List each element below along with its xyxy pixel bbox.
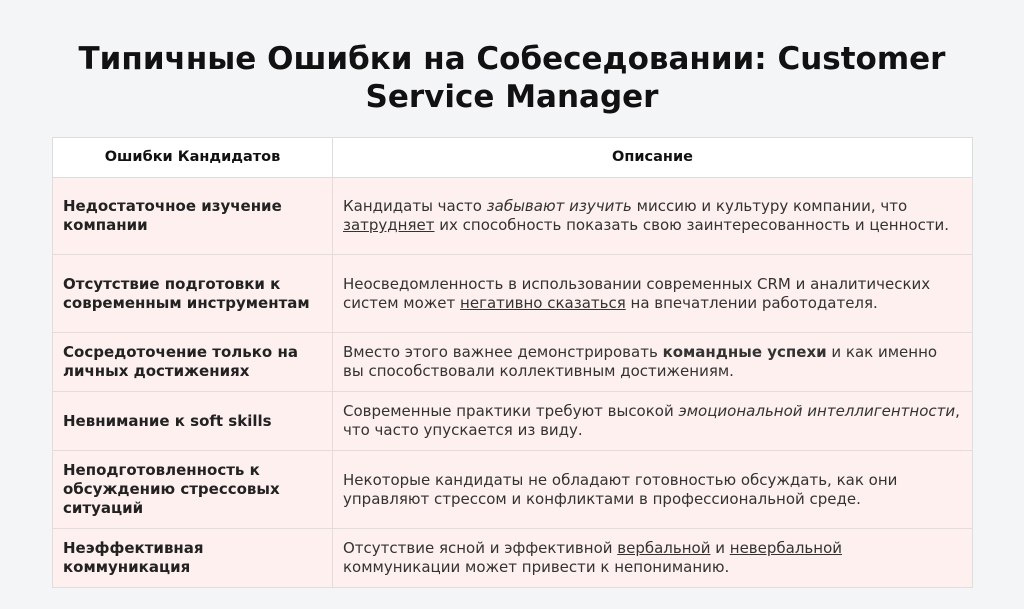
- description-text: Некоторые кандидаты не обладают готовностью обсуждать, как они управляют стрессом и конфликтами в профессиональной среде.: [343, 470, 898, 508]
- description-text: Отсутствие ясной и эффективной: [343, 539, 618, 557]
- column-header-description: Описание: [333, 138, 973, 178]
- description-text: коммуникации может привести к непониманию.: [343, 558, 730, 576]
- page-title-line-1: Типичные Ошибки на Собеседовании: Customer: [78, 41, 946, 77]
- description-text: Вместо этого важнее демонстрировать: [343, 343, 663, 361]
- table-row: [53, 392, 973, 451]
- description-text: Кандидаты часто: [343, 197, 487, 215]
- mistake-cell: Отсутствие подготовки к современным инструментам: [53, 255, 333, 333]
- table-row: [53, 529, 973, 588]
- mistakes-table: [52, 137, 973, 588]
- description-cell: [333, 255, 973, 333]
- table-row: [53, 255, 973, 333]
- description-bold: командные успехи: [662, 343, 827, 361]
- description-cell: [333, 333, 973, 392]
- mistake-cell: Невнимание к soft skills: [53, 392, 333, 451]
- description-text: Неосведомленность в использовании современных CRM и аналитических систем может: [343, 274, 931, 312]
- page-title-line-2: Service Manager: [365, 79, 659, 115]
- description-text: и как именно вы способствовали коллективным достижениям.: [343, 343, 938, 380]
- mistake-cell: Неподготовленность к обсуждению стрессовых ситуаций: [53, 451, 333, 529]
- table-header: [53, 138, 973, 178]
- table-row: [53, 333, 973, 392]
- description-cell: [333, 451, 973, 529]
- description-text: , что часто упускается из виду.: [343, 402, 960, 439]
- description-underline: вербальной: [617, 539, 711, 557]
- description-underline: затрудняет: [343, 216, 435, 234]
- page-title: [0, 40, 1024, 116]
- description-cell: [333, 529, 973, 588]
- table-header-row: [53, 138, 973, 178]
- description-underline: негативно сказаться: [460, 293, 626, 312]
- mistake-cell: Сосредоточение только на личных достижениях: [53, 333, 333, 392]
- mistake-cell: Неэффективная коммуникация: [53, 529, 333, 588]
- description-emphasis: забывают изучить: [486, 197, 632, 215]
- description-cell: [333, 178, 973, 255]
- description-text: миссию и культуру компании, что: [631, 197, 908, 215]
- table-row: [53, 178, 973, 255]
- description-text: их способность показать свою заинтересованность и ценности.: [434, 216, 950, 234]
- column-header-mistakes: Ошибки Кандидатов: [53, 138, 333, 178]
- description-text: на впечатлении работодателя.: [625, 293, 878, 312]
- description-text: Современные практики требуют высокой: [343, 402, 679, 420]
- description-underline: невербальной: [729, 539, 842, 557]
- description-emphasis: эмоциональной интеллигентности: [678, 402, 956, 420]
- description-text: и: [710, 539, 730, 557]
- mistake-cell: Недостаточное изучение компании: [53, 178, 333, 255]
- description-cell: [333, 392, 973, 451]
- table-row: [53, 451, 973, 529]
